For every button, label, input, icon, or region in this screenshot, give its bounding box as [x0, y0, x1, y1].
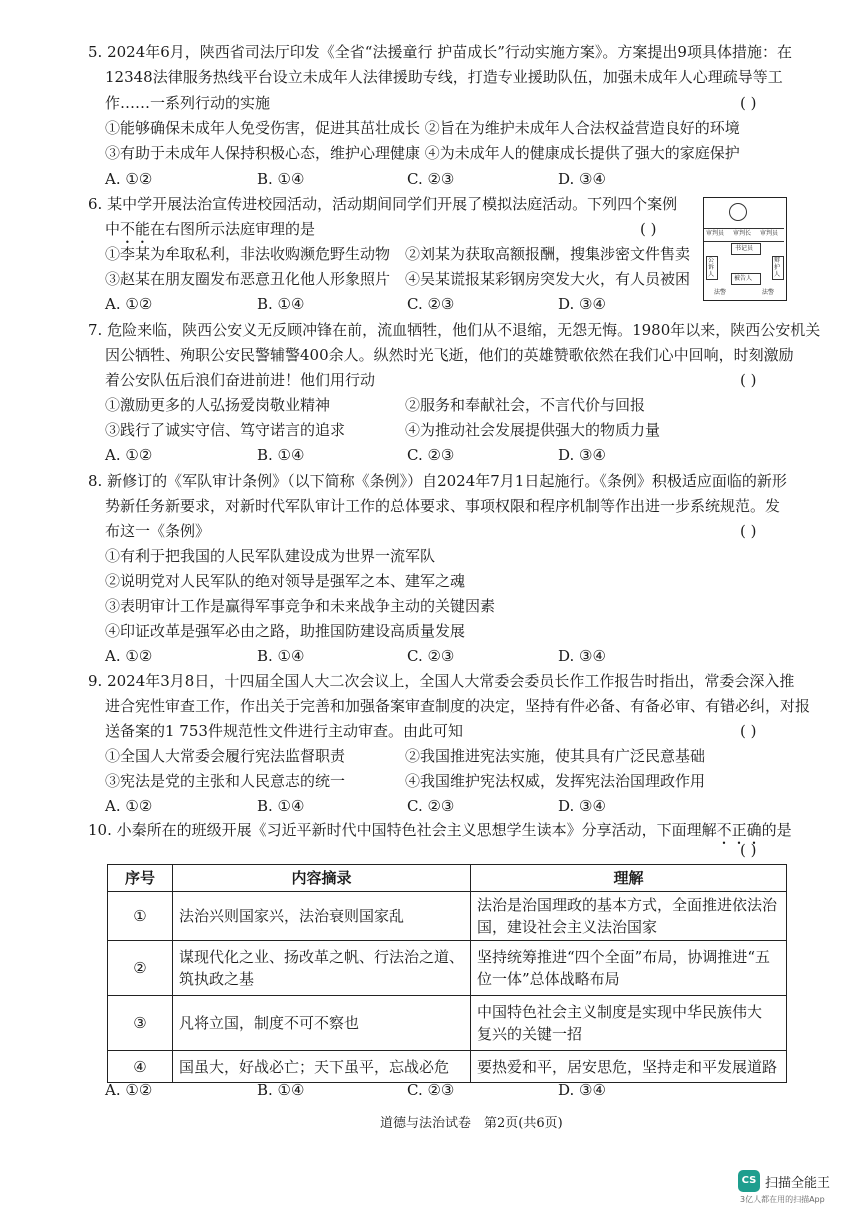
q9-choice-b: B. ①④ — [257, 797, 305, 815]
col-header-number: 序号 — [108, 865, 173, 892]
judge-label-2: 审判长 — [733, 230, 752, 237]
q7-choice-d: D. ③④ — [558, 446, 606, 464]
q9-choice-d: D. ③④ — [558, 797, 606, 815]
row-number: ③ — [108, 996, 173, 1051]
q8-choice-c: C. ②③ — [407, 647, 455, 665]
q5-options-34: ③有助于未成年人保持积极心态，维护心理健康 ④为未成年人的健康成长提供了强大的家庭保护 — [105, 144, 740, 162]
q6-option-1: ①李某为牟取私利，非法收购濒危野生动物 — [105, 245, 391, 263]
q6-option-4: ④吴某谎报某彩钢房突发大火，有人员被困 — [405, 270, 691, 288]
defendant-label: 被告人 — [734, 275, 753, 282]
row-excerpt: 凡将立国，制度不可不察也 — [173, 996, 471, 1051]
q7-answer-paren: ( ) — [740, 371, 757, 389]
q6-line-1: 6. 某中学开展法治宣传进校园活动，活动期间同学们开展了模拟法庭活动。下列四个案例 — [88, 195, 678, 213]
q9-option-3: ③宪法是党的主张和人民意志的统一 — [105, 772, 346, 790]
table-row — [108, 892, 787, 941]
courtroom-diagram — [703, 197, 787, 301]
row-excerpt: 国虽大，好战必亡；天下虽平，忘战必危 — [173, 1051, 471, 1083]
page-footer: 道德与法治试卷 第2页(共6页) — [380, 1116, 563, 1131]
q10-line-1: 10. 小秦所在的班级开展《习近平新时代中国特色社会主义思想学生读本》分享活动，下面理解不正确的是 — [88, 821, 792, 839]
q6-line-2: 中不能在右图所示法庭审理的是 — [105, 220, 316, 238]
q6-answer-paren: ( ) — [640, 220, 657, 238]
bailiff-label-1: 法警 — [714, 289, 727, 296]
q8-choice-d: D. ③④ — [558, 647, 606, 665]
q9-option-1: ①全国人大常委会履行宪法监督职责 — [105, 747, 346, 765]
q10-choice-d: D. ③④ — [558, 1081, 606, 1099]
q9-line-2: 进合宪性审查工作，作出关于完善和加强备案审查制度的决定，坚持有件必备、有备必审、有错必纠，对报 — [105, 697, 811, 715]
q7-option-1: ①激励更多的人弘扬爱岗敬业精神 — [105, 396, 331, 414]
q8-line-2: 势新任务新要求，对新时代军队审计工作的总体要求、事项权限和程序机制等作出进一步系统规范。发 — [105, 497, 781, 515]
q9-choice-c: C. ②③ — [407, 797, 455, 815]
q5-choice-d: D. ③④ — [558, 170, 606, 188]
judge-label-1: 审判员 — [706, 230, 725, 237]
q10-choice-b: B. ①④ — [257, 1081, 305, 1099]
row-understanding: 中国特色社会主义制度是实现中华民族伟大 复兴的关键一招 — [471, 996, 787, 1051]
q7-choice-a: A. ①② — [105, 446, 153, 464]
watermark-name: 扫描全能王 — [765, 1176, 831, 1191]
defender-label: 辩护人 — [774, 257, 781, 278]
q8-option-2: ②说明党对人民军队的绝对领导是强军之本、建军之魂 — [105, 572, 466, 590]
table-row — [108, 996, 787, 1051]
table-row — [108, 941, 787, 996]
q8-choice-b: B. ①④ — [257, 647, 305, 665]
q5-choice-c: C. ②③ — [407, 170, 455, 188]
q7-option-4: ④为推动社会发展提供强大的物质力量 — [405, 421, 661, 439]
q7-option-2: ②服务和奉献社会，不言代价与回报 — [405, 396, 646, 414]
row-understanding: 法治是治国理政的基本方式，全面推进依法治 国，建设社会主义法治国家 — [471, 892, 787, 941]
national-emblem-icon — [729, 203, 747, 221]
watermark-subtitle: 3亿人都在用的扫描App — [740, 1195, 825, 1204]
q9-answer-paren: ( ) — [740, 722, 757, 740]
q9-line-3: 送备案的1 753件规范性文件进行主动审查。由此可知 — [105, 722, 463, 740]
q10-choice-a: A. ①② — [105, 1081, 153, 1099]
q5-line-1: 5. 2024年6月，陕西省司法厅印发《全省“法援童行 护苗成长”行动实施方案》。方案提出9项具体措施：在 — [88, 43, 792, 61]
q5-options-12: ①能够确保未成年人免受伤害，促进其茁壮成长 ②旨在为维护未成年人合法权益营造良好的环境 — [105, 119, 740, 137]
q5-line-3: 作……一系列行动的实施 — [105, 94, 271, 112]
table-header-row — [108, 865, 787, 892]
col-header-excerpt: 内容摘录 — [173, 865, 471, 892]
q10-answer-paren: ( ) — [740, 841, 757, 859]
col-header-understanding: 理解 — [471, 865, 787, 892]
row-number: ① — [108, 892, 173, 941]
q5-choice-b: B. ①④ — [257, 170, 305, 188]
row-number: ② — [108, 941, 173, 996]
q7-line-2: 因公牺牲、殉职公安民警辅警400余人。纵然时光飞逝，他们的英雄赞歌依然在我们心中回响，时刻激励 — [105, 346, 794, 364]
q10-emphasis: 不正确 — [716, 821, 762, 839]
bailiff-label-2: 法警 — [762, 289, 775, 296]
q8-choice-a: A. ①② — [105, 647, 153, 665]
clerk-label: 书记员 — [735, 245, 754, 252]
q6-choice-c: C. ②③ — [407, 295, 455, 313]
q6-option-3: ③赵某在朋友圈发布恶意丑化他人形象照片 — [105, 270, 391, 288]
table-row — [108, 1051, 787, 1083]
q5-choice-a: A. ①② — [105, 170, 153, 188]
q8-option-4: ④印证改革是强军必由之路，助推国防建设高质量发展 — [105, 622, 466, 640]
q6-option-2: ②刘某为获取高额报酬，搜集涉密文件售卖 — [405, 245, 691, 263]
q10-choice-c: C. ②③ — [407, 1081, 455, 1099]
q6-emphasis: 不能 — [120, 220, 151, 238]
q9-option-4: ④我国维护宪法权威，发挥宪法治国理政作用 — [405, 772, 706, 790]
q5-answer-paren: ( ) — [740, 94, 757, 112]
row-number: ④ — [108, 1051, 173, 1083]
q8-option-1: ①有利于把我国的人民军队建设成为世界一流军队 — [105, 547, 436, 565]
q7-option-3: ③践行了诚实守信、笃守诺言的追求 — [105, 421, 346, 439]
q10-table — [107, 864, 787, 1083]
q6-choice-a: A. ①② — [105, 295, 153, 313]
q7-choice-c: C. ②③ — [407, 446, 455, 464]
judge-label-3: 审判员 — [760, 230, 779, 237]
q7-line-1: 7. 危险来临，陕西公安义无反顾冲锋在前，流血牺牲，他们从不退缩，无怨无悔。1980年以来，陕西公安机关 — [88, 321, 821, 339]
row-understanding: 要热爱和平，居安思危，坚持走和平发展道路 — [471, 1051, 787, 1083]
row-excerpt: 谋现代化之业、扬改革之帆、行法治之道、 筑执政之基 — [173, 941, 471, 996]
q8-answer-paren: ( ) — [740, 522, 757, 540]
row-understanding: 坚持统筹推进“四个全面”布局，协调推进“五 位一体”总体战略布局 — [471, 941, 787, 996]
q6-choice-b: B. ①④ — [257, 295, 305, 313]
q5-line-2: 12348法律服务热线平台设立未成年人法律援助专线，打造专业援助队伍，加强未成年人心理疏导等工 — [105, 68, 783, 86]
prosecutor-label: 公诉人 — [708, 257, 715, 278]
q7-choice-b: B. ①④ — [257, 446, 305, 464]
camscanner-logo-icon: CS — [738, 1170, 760, 1192]
row-excerpt: 法治兴则国家兴，法治衰则国家乱 — [173, 892, 471, 941]
q9-line-1: 9. 2024年3月8日，十四届全国人大二次会议上，全国人大常委会委员长作工作报告时指出，常委会深入推 — [88, 672, 795, 690]
q9-choice-a: A. ①② — [105, 797, 153, 815]
q6-choice-d: D. ③④ — [558, 295, 606, 313]
q7-line-3: 着公安队伍后浪们奋进前进！他们用行动 — [105, 371, 376, 389]
q8-line-3: 布这一《条例》 — [105, 522, 211, 540]
q8-line-1: 8. 新修订的《军队审计条例》（以下简称《条例》）自2024年7月1日起施行。《条例》积极适应面临的新形 — [88, 472, 787, 490]
q9-option-2: ②我国推进宪法实施，使其具有广泛民意基础 — [405, 747, 706, 765]
q8-option-3: ③表明审计工作是赢得军事竞争和未来战争主动的关键因素 — [105, 597, 496, 615]
